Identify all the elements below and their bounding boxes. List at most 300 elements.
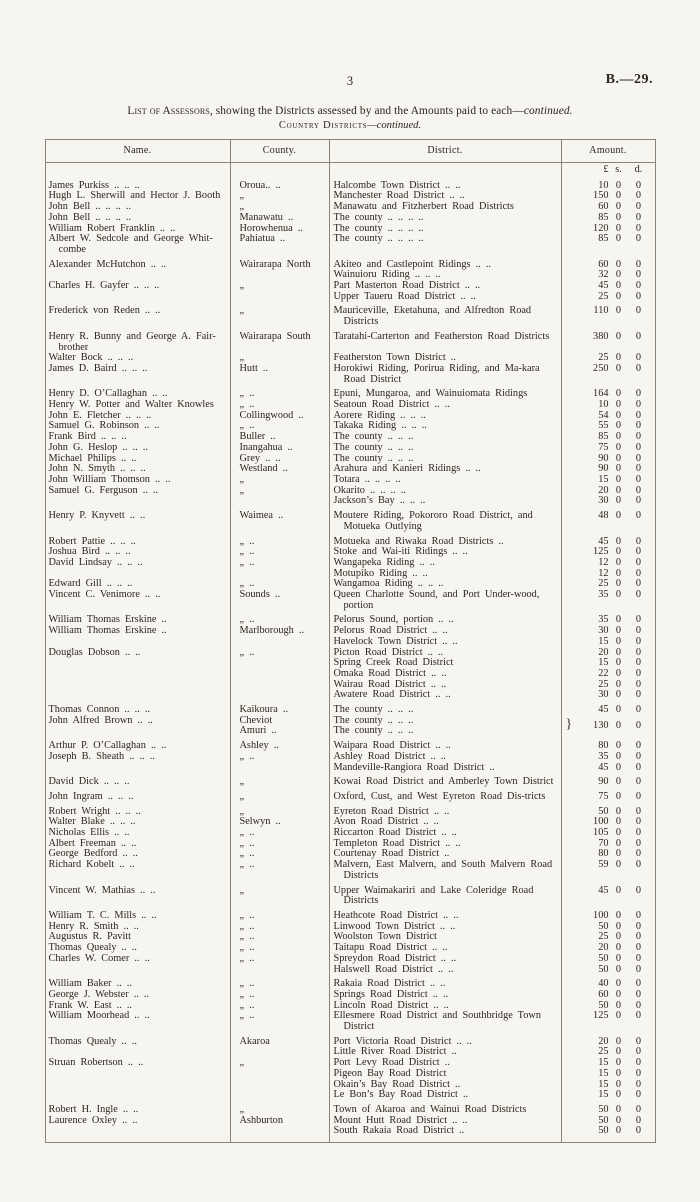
amount-cell — [561, 496, 655, 507]
table-head — [45, 140, 655, 163]
county-name: „ .. — [230, 922, 329, 933]
district-name: Mauriceville, Eketahuna, and Alfredton Road Districts — [329, 302, 561, 327]
county-name: Sounds .. — [230, 590, 329, 611]
amount-pounds: 50 — [598, 805, 609, 817]
table-row — [45, 1033, 655, 1048]
district-name: Lincoln Road District .. .. — [329, 1001, 561, 1012]
amount-shillings: 0 — [615, 1103, 622, 1115]
assessor-name: Arthur P. O’Callaghan .. .. — [45, 737, 230, 752]
amount-pence: 0 — [635, 546, 642, 558]
district-name: Awatere Road District .. .. — [329, 690, 561, 701]
amount-pence: 0 — [635, 258, 642, 270]
county-name: „ .. — [230, 533, 329, 548]
district-name: Pelorus Sound, portion .. .. — [329, 611, 561, 626]
county-name — [230, 637, 329, 648]
table-row — [45, 1069, 655, 1080]
assessor-name: John N. Smyth .. .. .. — [45, 464, 230, 475]
header-row — [45, 140, 655, 163]
amount-pence: 0 — [635, 409, 642, 421]
assessor-name: Thomas Connon .. .. .. — [45, 701, 230, 716]
amount-shillings: 0 — [615, 510, 622, 522]
amount-cell — [561, 213, 655, 224]
amount-cell — [561, 611, 655, 626]
amount-pence: 0 — [635, 1125, 642, 1137]
amount-pence: 0 — [635, 1067, 642, 1079]
county-name: „ .. — [230, 932, 329, 943]
county-name — [230, 680, 329, 691]
county-name: Cheviot — [230, 716, 329, 727]
amount-pence: 0 — [635, 920, 642, 932]
amount-pence: 0 — [635, 567, 642, 579]
district-name: Port Levy Road District .. — [329, 1058, 561, 1069]
assessor-name — [45, 1069, 230, 1080]
amount-shillings: 0 — [615, 1046, 622, 1058]
amount-pounds: 100 — [593, 910, 609, 921]
amount-shillings: 0 — [615, 211, 622, 223]
amount-shillings: 0 — [615, 614, 622, 626]
district-name: Riccarton Road District .. .. — [329, 828, 561, 839]
district-name: Linwood Town District .. .. — [329, 922, 561, 933]
amount-shillings: 0 — [615, 740, 622, 752]
county-name: „ .. — [230, 943, 329, 954]
amount-pounds: 50 — [598, 1103, 609, 1115]
amount-cell — [561, 965, 655, 976]
amount-cell — [561, 975, 655, 990]
amount-cell — [561, 1069, 655, 1080]
amount-pounds: 35 — [598, 614, 609, 626]
amount-shillings: 0 — [615, 678, 622, 690]
amount-pence: 0 — [635, 510, 642, 522]
title-main: , showing the Districts assessed by and the Amounts paid to each— — [209, 105, 524, 117]
amount-shillings: 0 — [615, 667, 622, 679]
county-name: „ — [230, 773, 329, 788]
county-name: „ .. — [230, 421, 329, 432]
title-smallcaps: List of Assessors — [127, 105, 210, 117]
amount-pence: 0 — [635, 988, 642, 1000]
district-name: Okarito .. .. .. .. — [329, 486, 561, 497]
amount-pounds: 25 — [598, 352, 609, 364]
amount-shillings: 0 — [615, 535, 622, 547]
district-name: Town of Akaroa and Wainui Road Districts — [329, 1101, 561, 1116]
amount-pence: 0 — [635, 646, 642, 658]
amount-pounds: 80 — [598, 740, 609, 752]
amount-shillings: 0 — [615, 952, 622, 964]
table-row — [45, 213, 655, 224]
amount-pence: 0 — [635, 667, 642, 679]
district-name: Seatoun Road District .. .. — [329, 400, 561, 411]
assessor-name: Michael Philips .. .. — [45, 454, 230, 465]
amount-pence: 0 — [635, 1035, 642, 1047]
district-name: Waipara Road District .. .. — [329, 737, 561, 752]
table-row — [45, 637, 655, 648]
amount-cell — [561, 302, 655, 327]
county-name: „ .. — [230, 828, 329, 839]
amount-pounds: 15 — [598, 1089, 609, 1101]
amount-pence: 0 — [635, 678, 642, 690]
district-name: Wangamoa Riding .. .. .. — [329, 579, 561, 590]
district-name: Queen Charlotte Sound, and Port Under-wood, portion — [329, 590, 561, 611]
amount-shillings: 0 — [615, 848, 622, 860]
amount-pence: 0 — [635, 750, 642, 762]
assessor-name: William Thomas Erskine .. — [45, 626, 230, 637]
district-name: Picton Road District .. .. — [329, 648, 561, 659]
assessor-name: William Robert Franklin .. .. — [45, 224, 230, 235]
assessor-name: Frank Bird .. .. .. — [45, 432, 230, 443]
amount-pounds: 25 — [598, 678, 609, 690]
amount-pounds: 30 — [598, 495, 609, 507]
currency-units-row — [45, 163, 655, 181]
county-name: „ .. — [230, 752, 329, 763]
amount-pence: 0 — [635, 535, 642, 547]
amount-cell — [561, 590, 655, 611]
county-name: „ .. — [230, 990, 329, 1001]
amount-cell — [561, 803, 655, 818]
table-row — [45, 726, 655, 737]
amount-pounds: 35 — [598, 589, 609, 601]
amount-shillings: 0 — [615, 546, 622, 558]
amount-pence: 0 — [635, 556, 642, 568]
table-row — [45, 590, 655, 611]
amount-cell — [561, 234, 655, 255]
county-name: „ — [230, 191, 329, 202]
amount-shillings: 0 — [615, 290, 622, 302]
amount-shillings: 0 — [615, 657, 622, 669]
amount-shillings: 0 — [615, 646, 622, 658]
amount-shillings: 0 — [615, 305, 622, 317]
amount-pounds: 100 — [593, 816, 609, 828]
assessor-name: Frank W. East .. .. — [45, 1001, 230, 1012]
amount-shillings: 0 — [615, 222, 622, 234]
table-row — [45, 496, 655, 507]
amount-pence: 0 — [635, 473, 642, 485]
amount-shillings: 0 — [615, 635, 622, 647]
district-name: The county .. .. .. — [329, 443, 561, 454]
district-name: Little River Road District .. — [329, 1047, 561, 1058]
amount-pounds: 48 — [598, 510, 609, 522]
county-name: „ — [230, 202, 329, 213]
amount-pence: 0 — [635, 790, 642, 802]
assessor-name — [45, 669, 230, 680]
table-row — [45, 507, 655, 532]
empty-cell — [329, 163, 561, 181]
district-name: Avon Road District .. .. — [329, 817, 561, 828]
amount-cell — [561, 558, 655, 569]
district-name: Oxford, Cust, and West Eyreton Road Dis-tricts — [329, 788, 561, 803]
county-name — [230, 1090, 329, 1101]
amount-pounds: 30 — [598, 625, 609, 637]
amount-shillings: 0 — [615, 910, 622, 921]
amount-pounds: 45 — [598, 535, 609, 547]
amount-shillings: 0 — [615, 816, 622, 828]
amount-pounds: 85 — [598, 233, 609, 245]
amount-pounds: 55 — [598, 420, 609, 432]
document-subtitle — [0, 120, 700, 131]
assessor-name — [45, 690, 230, 701]
assessor-name: Nicholas Ellis .. .. — [45, 828, 230, 839]
amount-pence: 0 — [635, 388, 642, 400]
county-name: „ .. — [230, 558, 329, 569]
amount-pence: 0 — [635, 963, 642, 975]
assessor-name: Laurence Oxley .. .. — [45, 1116, 230, 1127]
amount-pence: 0 — [635, 952, 642, 964]
assessor-name: Edward Gill .. .. .. — [45, 579, 230, 590]
table-row — [45, 533, 655, 548]
assessor-name: John William Thomson .. .. — [45, 475, 230, 486]
county-name: „ .. — [230, 839, 329, 850]
district-name: Pelorus Road District .. .. — [329, 626, 561, 637]
amount-pence: 0 — [635, 689, 642, 701]
assessor-name — [45, 658, 230, 669]
amount-pounds: 90 — [598, 776, 609, 788]
district-name: Epuni, Mungaroa, and Wainuiomata Ridings — [329, 385, 561, 400]
amount-cell — [561, 737, 655, 752]
amount-pence: 0 — [635, 910, 642, 921]
county-name: Manawatu .. — [230, 213, 329, 224]
amount-pounds: 12 — [598, 556, 609, 568]
amount-pence: 0 — [635, 452, 642, 464]
assessor-name: George Bedford .. .. — [45, 849, 230, 860]
assessor-name: John Bell .. .. .. .. — [45, 213, 230, 224]
amount-shillings: 0 — [615, 1078, 622, 1090]
amount-pounds: 85 — [598, 211, 609, 223]
amount-pence: 0 — [635, 420, 642, 432]
county-name: Amuri .. — [230, 726, 329, 737]
district-name: Takaka Riding .. .. .. — [329, 421, 561, 432]
amount-cell — [561, 907, 655, 922]
amount-pence: 0 — [635, 280, 642, 292]
amount-pounds: 15 — [598, 657, 609, 669]
amount-pence: 0 — [635, 463, 642, 475]
amount-pounds: 22 — [598, 667, 609, 679]
amount-shillings: 0 — [615, 431, 622, 443]
amount-pounds: 25 — [598, 290, 609, 302]
district-name: Akiteo and Castlepoint Ridings .. .. — [329, 256, 561, 271]
assessor-name: Thomas Quealy .. .. — [45, 1033, 230, 1048]
amount-cell — [561, 882, 655, 907]
district-name: The county .. .. .. — [329, 726, 561, 737]
amount-pounds: 59 — [598, 859, 609, 871]
amount-pounds: 110 — [593, 305, 609, 317]
amount-cell — [561, 690, 655, 701]
assessor-name: Walter Blake .. .. .. — [45, 817, 230, 828]
district-name: Omaka Road District .. .. — [329, 669, 561, 680]
table-row — [45, 701, 655, 716]
pounds-unit-label: £ — [603, 164, 609, 175]
table-row — [45, 860, 655, 881]
amount-pence: 0 — [635, 614, 642, 626]
assessor-name — [45, 292, 230, 303]
amount-shillings: 0 — [615, 827, 622, 839]
amount-cell — [561, 328, 655, 353]
amount-shillings: 0 — [615, 761, 622, 773]
county-name: „ — [230, 803, 329, 818]
assessor-name: Samuel G. Ferguson .. .. — [45, 486, 230, 497]
district-name: Wainuioru Riding .. .. .. — [329, 270, 561, 281]
amount-cell — [561, 773, 655, 788]
assessor-name: John Alfred Brown .. .. — [45, 716, 230, 727]
amount-pence: 0 — [635, 233, 642, 245]
county-name: „ .. — [230, 579, 329, 590]
amount-pounds: 15 — [598, 1078, 609, 1090]
assessor-name: Vincent W. Mathias .. .. — [45, 882, 230, 907]
amount-pence: 0 — [635, 495, 642, 507]
district-name: Upper Waimakariri and Lake Coleridge Road Districts — [329, 882, 561, 907]
amount-pounds: 80 — [598, 848, 609, 860]
amount-shillings: 0 — [615, 179, 622, 191]
amount-shillings: 0 — [615, 556, 622, 568]
amount-pence: 0 — [635, 635, 642, 647]
district-name: Part Masterton Road District .. .. — [329, 281, 561, 292]
district-name: Jackson’s Bay .. .. .. — [329, 496, 561, 507]
district-name: The county .. .. .. .. — [329, 224, 561, 235]
amount-pence: 0 — [635, 761, 642, 773]
amount-pence: 0 — [635, 305, 642, 317]
amount-pence: 0 — [635, 362, 642, 374]
county-name — [230, 658, 329, 669]
county-name: „ — [230, 281, 329, 292]
county-name — [230, 270, 329, 281]
amount-pence: 0 — [635, 441, 642, 453]
assessor-name: Robert Wright .. .. .. — [45, 803, 230, 818]
amount-pence: 0 — [635, 999, 642, 1011]
table-row — [45, 763, 655, 774]
county-name: Wairarapa North — [230, 256, 329, 271]
district-name: Eyreton Road District .. .. — [329, 803, 561, 818]
county-name: Ashburton — [230, 1116, 329, 1127]
amount-cell — [561, 443, 655, 454]
brace-mark: } — [565, 716, 573, 732]
assessor-name — [45, 1090, 230, 1101]
table-row — [45, 1090, 655, 1101]
county-name: „ .. — [230, 860, 329, 881]
amount-cell — [561, 1101, 655, 1116]
county-name: „ — [230, 475, 329, 486]
county-name: Westland .. — [230, 464, 329, 475]
assessor-name: Alexander McHutchon .. .. — [45, 256, 230, 271]
amount-shillings: 0 — [615, 689, 622, 701]
district-name: The county .. .. .. — [329, 454, 561, 465]
amount-pounds: 50 — [598, 1125, 609, 1137]
amount-pounds: 25 — [598, 578, 609, 590]
amount-pence: 0 — [635, 484, 642, 496]
amount-pence: 0 — [635, 589, 642, 601]
table-row — [45, 690, 655, 701]
assessors-table — [45, 139, 656, 1143]
amount-pounds: 25 — [598, 1046, 609, 1058]
assessor-name: Walter Bock .. .. .. — [45, 353, 230, 364]
table-row — [45, 737, 655, 752]
district-name: Aorere Riding .. .. .. — [329, 411, 561, 422]
county-name: „ .. — [230, 1011, 329, 1032]
amount-pounds: 45 — [598, 704, 609, 716]
amount-shillings: 0 — [615, 578, 622, 590]
amount-pounds: 30 — [598, 689, 609, 701]
table-row — [45, 752, 655, 763]
county-name: Akaroa — [230, 1033, 329, 1048]
county-name: „ — [230, 302, 329, 327]
amount-shillings: 0 — [615, 484, 622, 496]
assessor-name — [45, 1080, 230, 1091]
assessor-name — [45, 726, 230, 737]
title-continued: continued. — [523, 105, 573, 117]
district-name: Woolston Town District — [329, 932, 561, 943]
amount-shillings: 0 — [615, 704, 622, 716]
amount-pounds: 20 — [598, 942, 609, 954]
amount-pounds: 150 — [593, 190, 609, 202]
district-name: Stoke and Wai-iti Ridings .. .. — [329, 547, 561, 558]
assessor-name: Charles W. Comer .. .. — [45, 954, 230, 965]
district-name: Ashley Road District .. .. — [329, 752, 561, 763]
assessor-name: Henry R. Smith .. .. — [45, 922, 230, 933]
amount-shillings: 0 — [615, 233, 622, 245]
assessor-name: John Bell .. .. .. .. — [45, 202, 230, 213]
amount-shillings: 0 — [615, 409, 622, 421]
amount-pence: 0 — [635, 431, 642, 443]
amount-pence: 0 — [635, 859, 642, 871]
amount-pence: 0 — [635, 330, 642, 342]
amount-shillings: 0 — [615, 1114, 622, 1126]
county-name — [230, 1080, 329, 1091]
amount-pence: 0 — [635, 1114, 642, 1126]
amount-pounds: 120 — [593, 222, 609, 234]
assessor-name — [45, 680, 230, 691]
county-name: Waimea .. — [230, 507, 329, 532]
amount-pence: 0 — [635, 884, 642, 896]
amount-pounds: 70 — [598, 837, 609, 849]
table-row — [45, 611, 655, 626]
district-name: The county .. .. .. .. — [329, 213, 561, 224]
district-name: Manawatu and Fitzherbert Road Districts — [329, 202, 561, 213]
amount-pounds: 45 — [598, 884, 609, 896]
amount-cell — [561, 954, 655, 965]
amount-shillings: 0 — [615, 201, 622, 213]
amount-shillings: 0 — [615, 805, 622, 817]
amount-pence: 0 — [635, 290, 642, 302]
county-name: „ — [230, 486, 329, 497]
amount-shillings: 0 — [615, 190, 622, 202]
amount-pounds: 90 — [598, 452, 609, 464]
assessor-name: Henry R. Bunny and George A. Fair-brother — [45, 328, 230, 353]
amount-pounds: 54 — [598, 409, 609, 421]
county-name: „ .. — [230, 400, 329, 411]
amount-pence: 0 — [635, 848, 642, 860]
county-name: „ .. — [230, 648, 329, 659]
amount-pounds: 45 — [598, 761, 609, 773]
table-row — [45, 385, 655, 400]
amount-shillings: 0 — [615, 790, 622, 802]
amount-cell — [561, 716, 655, 732]
amount-cell — [561, 860, 655, 881]
county-name — [230, 1047, 329, 1058]
amount-cell — [561, 256, 655, 271]
county-name: „ .. — [230, 385, 329, 400]
assessor-name: Hugh L. Sherwill and Hector J. Booth — [45, 191, 230, 202]
county-name: „ — [230, 1101, 329, 1116]
document-reference: B.—29. — [605, 72, 653, 87]
district-name: Halcombe Town District .. .. — [329, 181, 561, 192]
assessor-name: John E. Fletcher .. .. .. — [45, 411, 230, 422]
amount-shillings: 0 — [615, 1125, 622, 1137]
amount-shillings: 0 — [615, 999, 622, 1011]
amount-pounds: 10 — [598, 179, 609, 191]
district-name: Spring Creek Road District — [329, 658, 561, 669]
amount-pounds: 250 — [593, 362, 609, 374]
assessor-name: Henry W. Potter and Walter Knowles — [45, 400, 230, 411]
shillings-unit-label: s. — [615, 164, 622, 175]
amount-pence: 0 — [635, 1103, 642, 1115]
district-name: Halswell Road District .. .. — [329, 965, 561, 976]
amount-shillings: 0 — [615, 589, 622, 601]
